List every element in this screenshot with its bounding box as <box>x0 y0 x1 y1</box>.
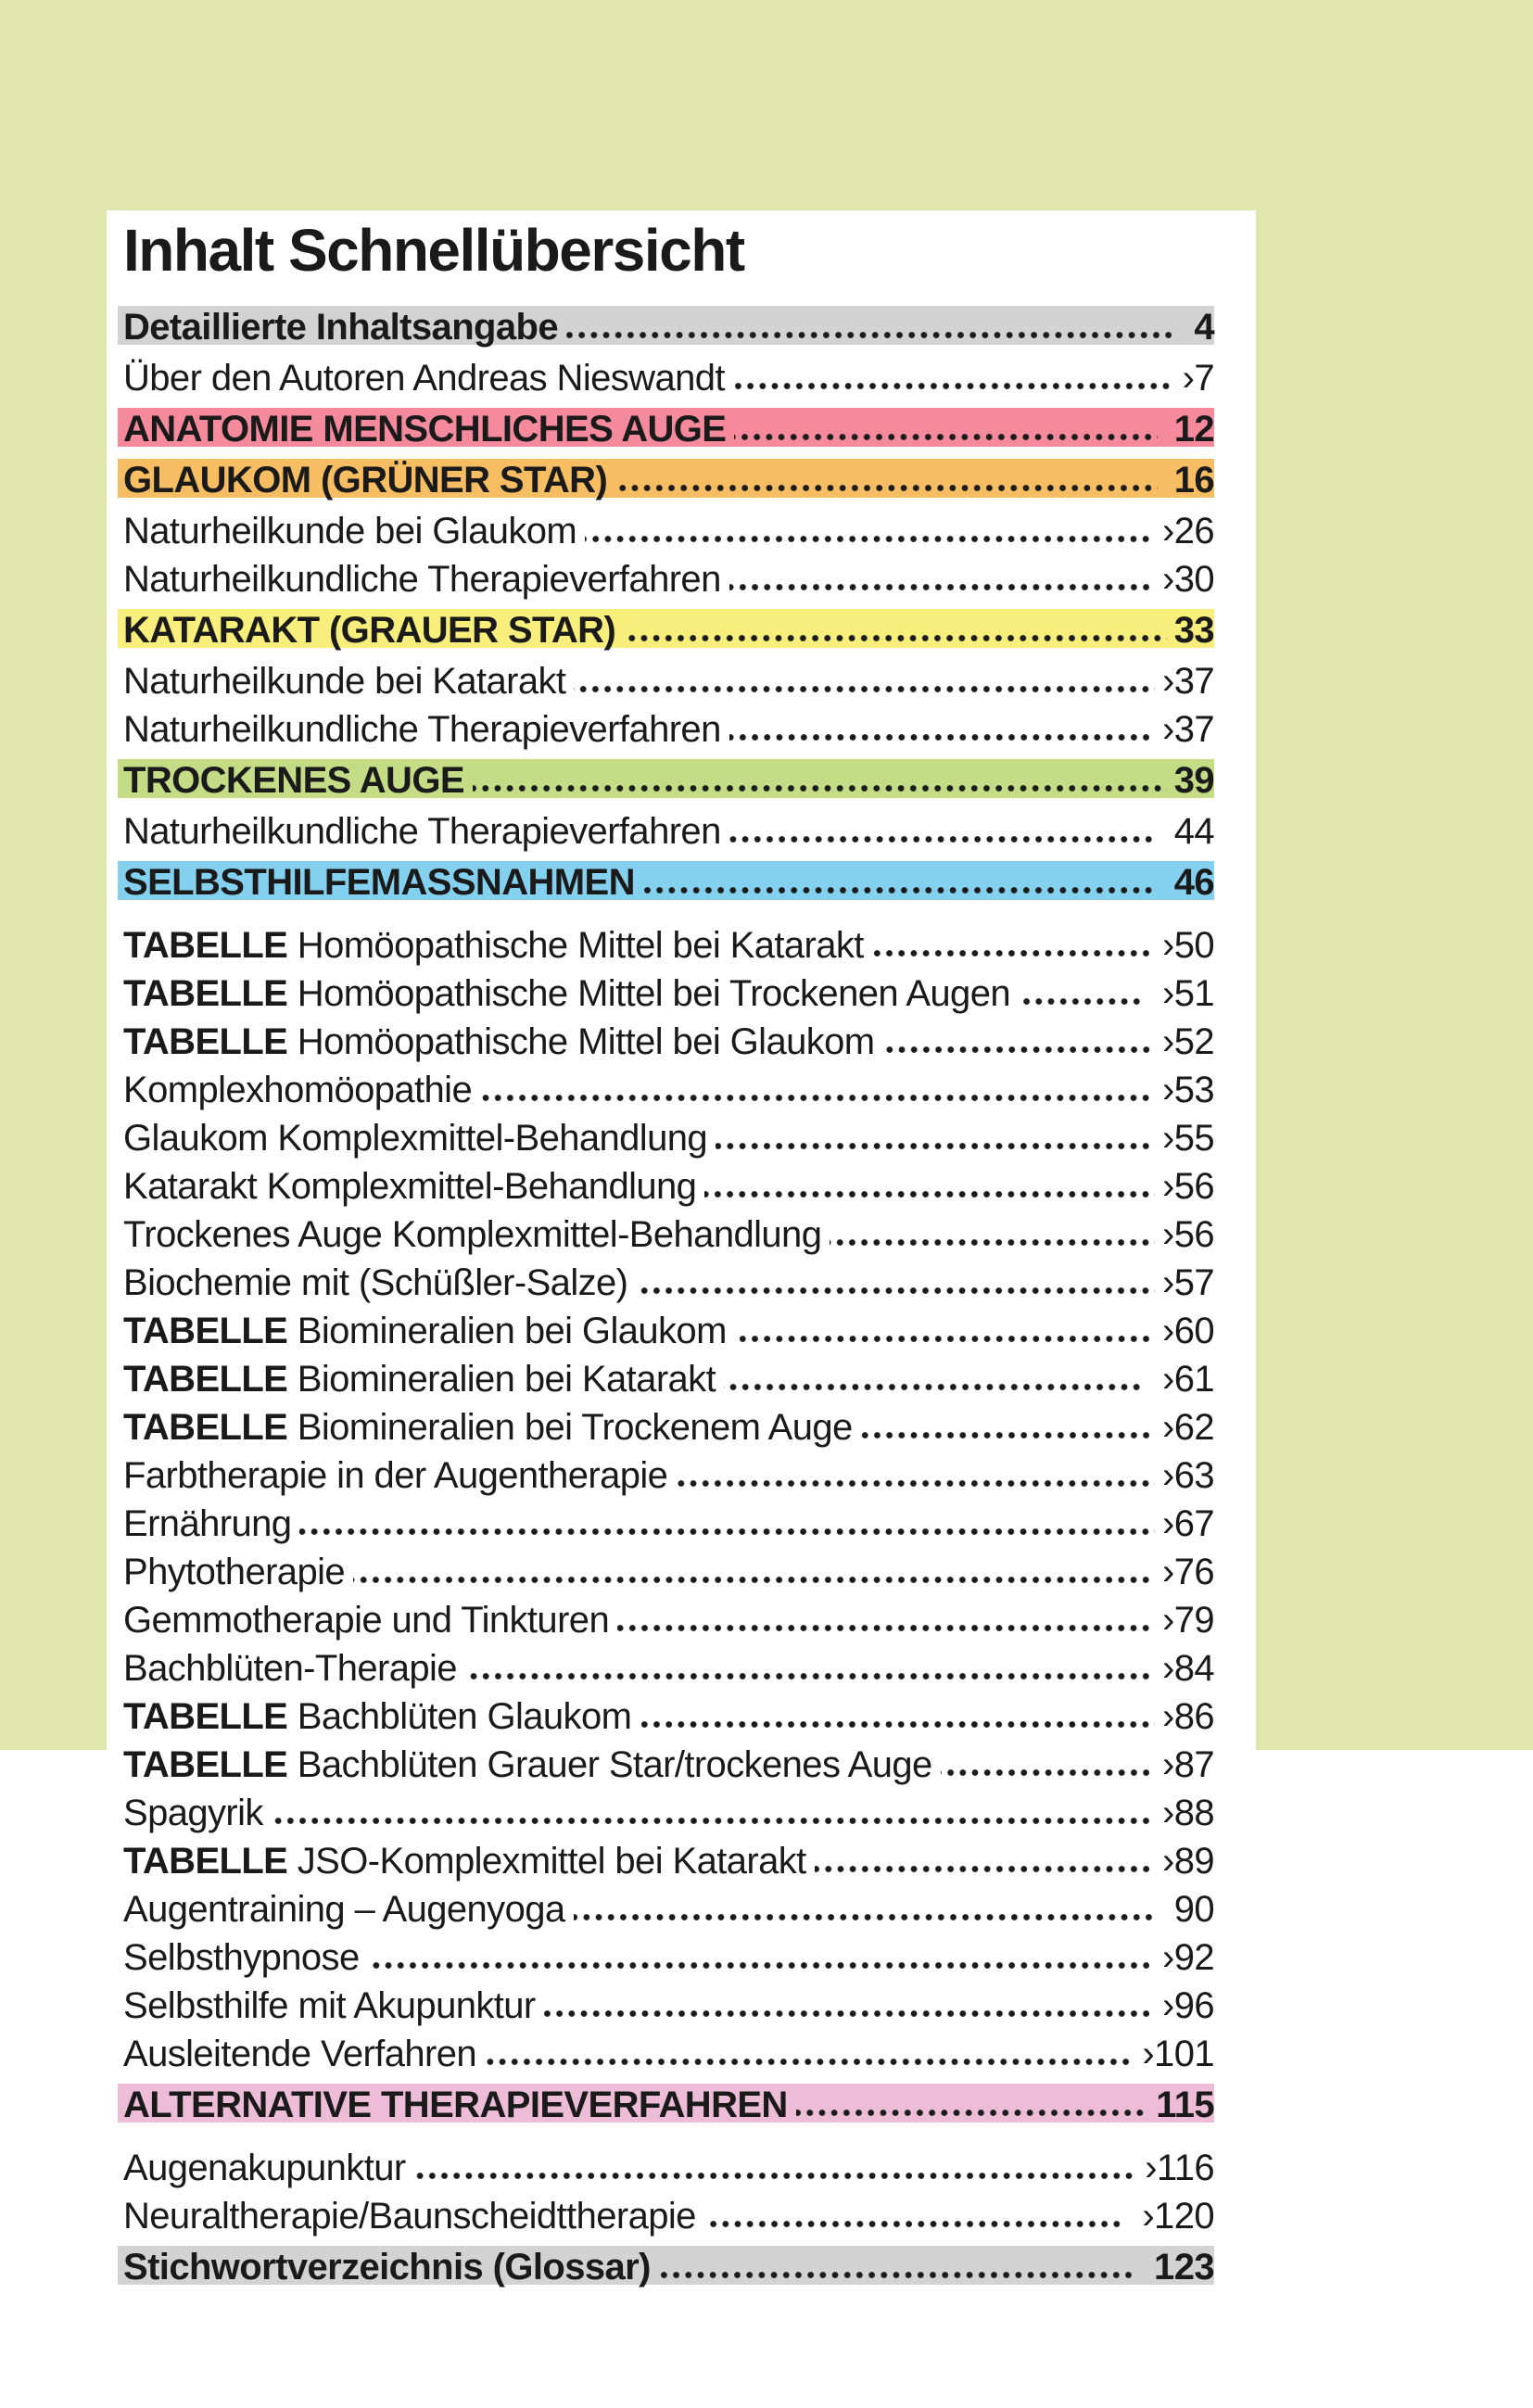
toc-entry-label: Ausleitende Verfahren <box>123 2034 477 2074</box>
dot-leader <box>735 1335 1155 1343</box>
toc-page-number: ›116 <box>1145 2148 1214 2188</box>
toc-row <box>123 1451 1214 1500</box>
toc-row <box>123 1500 1214 1548</box>
toc-page-number: ›50 <box>1161 925 1214 966</box>
dot-leader <box>815 1865 1155 1873</box>
toc-page-number: ›37 <box>1161 661 1214 702</box>
toc-entry-label: Naturheilkundliche Therapieverfahren <box>123 811 721 852</box>
toc-row <box>123 1741 1214 1789</box>
toc-entry-label: Augenakupunktur <box>123 2148 406 2188</box>
toc-section-row <box>118 303 1214 351</box>
toc-entry-label: Gemmotherapie und Tinkturen <box>123 1600 610 1641</box>
toc-page-number: ›55 <box>1161 1118 1214 1159</box>
toc-page <box>107 210 1256 2294</box>
page-title: Inhalt Schnellübersicht <box>123 217 744 284</box>
toc-entry-label: ANATOMIE MENSCHLICHES AUGE <box>123 409 727 450</box>
toc-page-number: ›56 <box>1161 1214 1214 1255</box>
background-band-right <box>1256 0 1533 1750</box>
toc-row <box>123 1018 1214 1066</box>
toc-section-row <box>118 2243 1214 2291</box>
dot-leader <box>676 1479 1155 1488</box>
toc-entry-label: TABELLE Bachblüten Grauer Star/trockenes Auge <box>123 1744 932 1785</box>
toc-entry-label: TABELLE Biomineralien bei Glaukom <box>123 1311 727 1351</box>
dot-leader <box>465 1672 1155 1680</box>
dot-leader <box>299 1527 1155 1536</box>
toc-row <box>123 507 1214 555</box>
toc-entry-bold-prefix: TABELLE <box>123 925 288 966</box>
toc-section-row <box>118 456 1214 504</box>
dot-leader <box>729 835 1158 843</box>
toc-row <box>123 705 1214 754</box>
toc-page-number: 46 <box>1173 862 1214 903</box>
toc-page-number: ›67 <box>1161 1503 1214 1544</box>
toc-row <box>123 1548 1214 1596</box>
toc-row <box>123 2030 1214 2078</box>
toc-entry-label: Stichwortverzeichnis (Glossar) <box>123 2247 651 2288</box>
toc-entry-label: Komplexhomöopathie <box>123 1070 473 1110</box>
toc-page-number: ›101 <box>1142 2034 1214 2074</box>
toc-page-number: 123 <box>1154 2247 1214 2288</box>
background-band-left <box>0 0 107 1750</box>
dot-leader <box>729 583 1155 591</box>
dot-leader <box>353 1576 1155 1584</box>
toc-page-number: ›87 <box>1161 1744 1214 1785</box>
toc-entry-label: TROCKENES AUGE <box>123 760 464 801</box>
toc-entry-label: Selbsthypnose <box>123 1937 360 1978</box>
toc-entry-label: Katarakt Komplexmittel-Behandlung <box>123 1166 697 1207</box>
toc-entry-label: Detaillierte Inhaltsangabe <box>123 307 558 348</box>
toc-page-number: ›88 <box>1161 1793 1214 1833</box>
toc-entry-bold-prefix: TABELLE <box>123 1407 288 1448</box>
toc-row <box>123 1403 1214 1451</box>
dot-leader <box>796 2109 1149 2117</box>
dot-leader <box>941 1768 1155 1777</box>
toc-row <box>123 970 1214 1018</box>
toc-row <box>123 354 1214 402</box>
toc-page-number: 4 <box>1194 307 1214 348</box>
toc-entry-label: KATARAKT (GRAUER STAR) <box>123 610 616 651</box>
toc-row <box>123 1789 1214 1837</box>
toc-row <box>123 657 1214 705</box>
toc-entry-bold-prefix: TABELLE <box>123 1841 288 1882</box>
toc-page-number: ›84 <box>1161 1648 1214 1689</box>
toc-row <box>123 1982 1214 2030</box>
dot-leader <box>414 2172 1138 2180</box>
dot-leader <box>368 1961 1155 1970</box>
toc-entry-label: Ernährung <box>123 1503 292 1544</box>
dot-leader <box>872 949 1155 957</box>
toc-page-number: ›120 <box>1142 2196 1214 2237</box>
toc-entry-label: Naturheilkunde bei Glaukom <box>123 511 577 551</box>
toc-entry-bold-prefix: TABELLE <box>123 1021 288 1062</box>
toc-page-number: ›76 <box>1161 1552 1214 1592</box>
dot-leader <box>704 2220 1126 2228</box>
toc-page-number: 90 <box>1173 1889 1214 1930</box>
dot-leader <box>585 535 1155 543</box>
toc-entry-label: Neuraltherapie/Baunscheidttherapie <box>123 2196 696 2237</box>
toc-page-number: ›30 <box>1161 559 1214 600</box>
toc-row <box>123 1066 1214 1114</box>
toc-page-number: ›79 <box>1161 1600 1214 1641</box>
dot-leader <box>643 886 1158 894</box>
toc-row <box>123 1596 1214 1644</box>
toc-row <box>123 1307 1214 1355</box>
toc-entry-label: TABELLE Homöopathische Mittel bei Trockenen Augen <box>123 973 1010 1014</box>
toc-section-row <box>118 2081 1214 2129</box>
toc-row <box>123 1933 1214 1982</box>
dot-leader <box>617 1624 1155 1632</box>
dot-leader <box>883 1046 1155 1054</box>
dot-leader <box>861 1431 1155 1439</box>
toc-list <box>123 303 1214 2291</box>
dot-leader <box>485 2058 1134 2066</box>
toc-section-row <box>118 756 1214 805</box>
toc-page-number: 16 <box>1173 460 1214 501</box>
toc-entry-label: Phytotherapie <box>123 1552 346 1592</box>
toc-entry-label: TABELLE JSO-Komplexmittel bei Katarakt <box>123 1841 806 1882</box>
dot-leader <box>615 484 1158 492</box>
toc-page-number: ›52 <box>1161 1021 1214 1062</box>
toc-page-number: ›53 <box>1161 1070 1214 1110</box>
toc-row <box>123 2192 1214 2240</box>
toc-row <box>123 921 1214 970</box>
toc-entry-label: Spagyrik <box>123 1793 263 1833</box>
toc-entry-bold-prefix: TABELLE <box>123 973 288 1014</box>
dot-leader <box>1019 997 1146 1006</box>
dot-leader <box>640 1720 1155 1729</box>
dot-leader <box>480 1094 1155 1102</box>
dot-leader <box>566 331 1177 339</box>
dot-leader <box>473 784 1167 792</box>
toc-entry-label: GLAUKOM (GRÜNER STAR) <box>123 460 608 501</box>
toc-page-number: ›62 <box>1161 1407 1214 1448</box>
toc-page-number: ›63 <box>1161 1455 1214 1496</box>
toc-page-number: ›37 <box>1161 709 1214 750</box>
toc-page-number: 39 <box>1173 760 1214 801</box>
toc-row <box>123 1355 1214 1403</box>
toc-entry-label: SELBSTHILFEMASSNAHMEN <box>123 862 635 903</box>
toc-entry-bold-prefix: TABELLE <box>123 1744 288 1785</box>
toc-entry-label: TABELLE Biomineralien bei Katarakt <box>123 1359 716 1400</box>
toc-page-number: 44 <box>1173 811 1214 852</box>
toc-entry-label: Augentraining – Augenyoga <box>123 1889 565 1930</box>
toc-row <box>123 1114 1214 1162</box>
toc-section-row <box>118 405 1214 453</box>
dot-leader <box>716 1142 1155 1150</box>
toc-page-number: ›92 <box>1161 1937 1214 1978</box>
toc-row <box>123 1885 1214 1933</box>
dot-leader <box>574 1913 1158 1921</box>
toc-page-number: 115 <box>1156 2085 1214 2125</box>
toc-page-number: ›7 <box>1182 358 1214 399</box>
toc-entry-label: Glaukom Komplexmittel-Behandlung <box>123 1118 708 1159</box>
toc-page-number: 12 <box>1173 409 1214 450</box>
toc-entry-label: Über den Autoren Andreas Nieswandt <box>123 358 725 399</box>
dot-leader <box>659 2271 1137 2279</box>
dot-leader <box>624 634 1167 642</box>
dot-leader <box>636 1286 1155 1295</box>
dot-leader <box>704 1190 1155 1198</box>
toc-entry-bold-prefix: TABELLE <box>123 1311 288 1351</box>
toc-row <box>123 807 1214 855</box>
toc-row <box>123 2144 1214 2192</box>
dot-leader <box>734 433 1157 441</box>
toc-row <box>123 1162 1214 1210</box>
toc-entry-label: TABELLE Homöopathische Mittel bei Katarakt <box>123 925 864 966</box>
dot-leader <box>574 685 1155 693</box>
toc-page-number: ›89 <box>1161 1841 1214 1882</box>
toc-page-number: ›86 <box>1161 1696 1214 1737</box>
toc-entry-label: ALTERNATIVE THERAPIEVERFAHREN <box>123 2085 788 2125</box>
toc-entry-label: Naturheilkunde bei Katarakt <box>123 661 566 702</box>
toc-row <box>123 1692 1214 1741</box>
toc-row <box>123 1644 1214 1692</box>
dot-leader <box>733 382 1175 390</box>
toc-entry-bold-prefix: TABELLE <box>123 1696 288 1737</box>
toc-entry-bold-prefix: TABELLE <box>123 1359 288 1400</box>
dot-leader <box>544 2009 1155 2018</box>
toc-page-number: ›51 <box>1161 973 1214 1014</box>
toc-row <box>123 1210 1214 1259</box>
dot-leader <box>272 1817 1155 1825</box>
dot-leader <box>729 733 1155 741</box>
toc-entry-label: TABELLE Homöopathische Mittel bei Glaukom <box>123 1021 875 1062</box>
toc-row <box>123 1259 1214 1307</box>
toc-page-number: ›96 <box>1161 1985 1214 2026</box>
toc-entry-label: Biochemie mit (Schüßler-Salze) <box>123 1262 628 1303</box>
toc-page-number: ›26 <box>1161 511 1214 551</box>
toc-entry-label: Naturheilkundliche Therapieverfahren <box>123 559 721 600</box>
toc-page-number: ›57 <box>1161 1262 1214 1303</box>
toc-entry-label: Trockenes Auge Komplexmittel-Behandlung <box>123 1214 822 1255</box>
toc-page-number: ›56 <box>1161 1166 1214 1207</box>
toc-entry-label: Farbtherapie in der Augentherapie <box>123 1455 668 1496</box>
toc-entry-label: TABELLE Bachblüten Glaukom <box>123 1696 632 1737</box>
toc-entry-label: Selbsthilfe mit Akupunktur <box>123 1985 536 2026</box>
toc-entry-label: Bachblüten-Therapie <box>123 1648 457 1689</box>
toc-row <box>123 555 1214 603</box>
toc-section-row <box>118 858 1214 906</box>
dot-leader <box>830 1238 1155 1247</box>
toc-page-number: 33 <box>1173 610 1214 651</box>
toc-row <box>123 1837 1214 1885</box>
toc-page-number: ›60 <box>1161 1311 1214 1351</box>
toc-entry-label: TABELLE Biomineralien bei Trockenem Auge <box>123 1407 853 1448</box>
toc-section-row <box>118 606 1214 654</box>
dot-leader <box>724 1383 1146 1391</box>
toc-entry-label: Naturheilkundliche Therapieverfahren <box>123 709 721 750</box>
toc-page-number: ›61 <box>1161 1359 1214 1400</box>
